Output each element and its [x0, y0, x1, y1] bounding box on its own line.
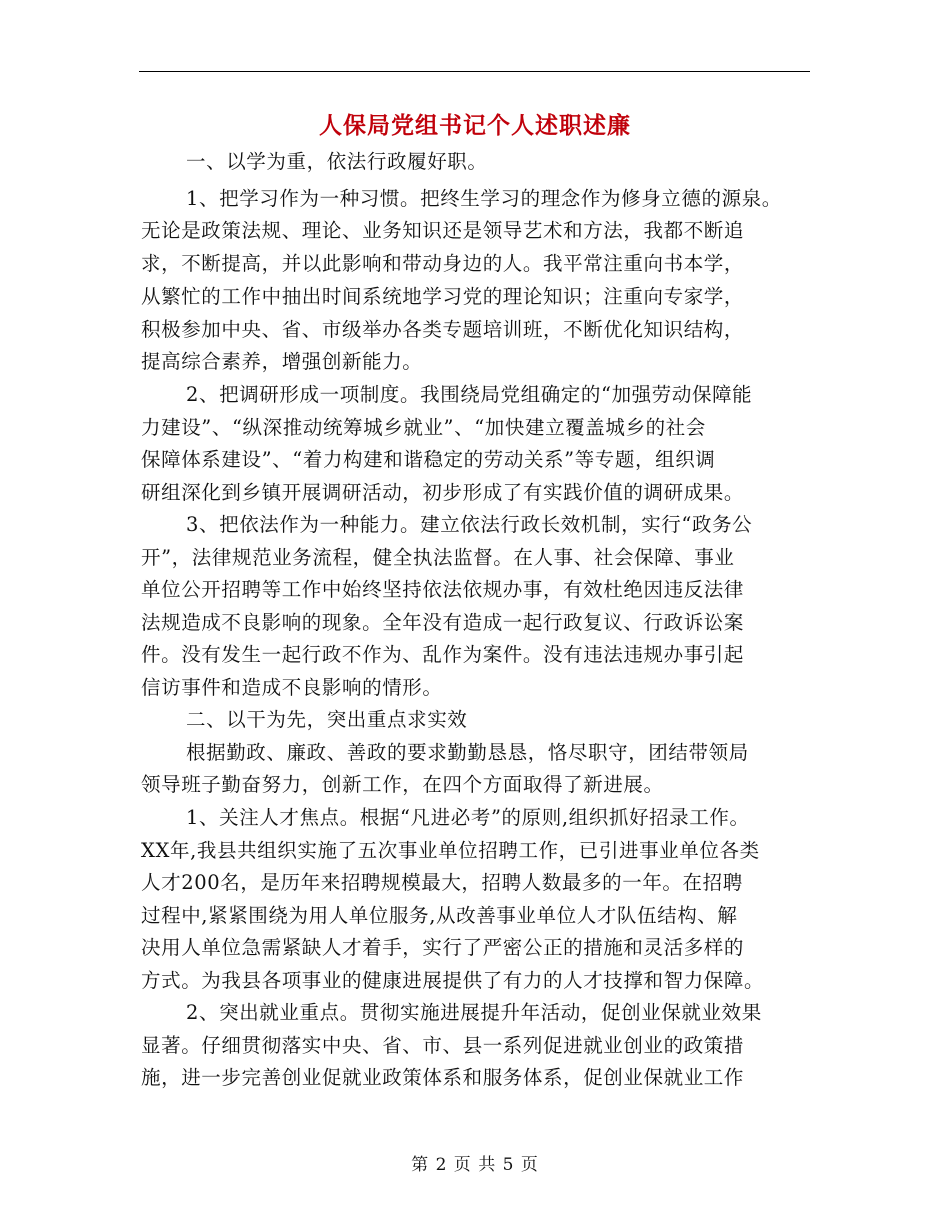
paragraph-line: XX年,我县共组织实施了五次事业单位招聘工作，已引进事业单位各类 — [141, 839, 760, 862]
paragraph-line: 法规造成不良影响的现象。全年没有造成一起行政复议、行政诉讼案 — [141, 611, 745, 634]
paragraph-line: 根据勤政、廉政、善政的要求勤勤恳恳，恪尽职守，团结带领局 — [186, 741, 749, 764]
paragraph-line: 积极参加中央、省、市级举办各类专题培训班，不断优化知识结构， — [141, 318, 745, 341]
paragraph-line: 领导班子勤奋努力，创新工作，在四个方面取得了新进展。 — [141, 773, 664, 796]
paragraph-line: 件。没有发生一起行政不作为、乱作为案件。没有违法违规办事引起 — [141, 643, 745, 666]
paragraph-line: 2、把调研形成一项制度。我围绕局党组确定的“加强劳动保障能 — [186, 383, 753, 406]
paragraph-line: 施，进一步完善创业促就业政策体系和服务体系，促创业保就业工作 — [141, 1066, 745, 1089]
section-heading-2: 二、以干为先，突出重点求实效 — [186, 708, 468, 731]
paragraph-line: 2、突出就业重点。贯彻实施进展提升年活动，促创业保就业效果 — [186, 1001, 762, 1024]
page-number: 第 2 页 共 5 页 — [411, 1155, 539, 1175]
paragraph-line: 力建设”、“纵深推动统筹城乡就业”、“加快建立覆盖城乡的社会 — [141, 416, 706, 439]
paragraph-line: 1、把学习作为一种习惯。把终生学习的理念作为修身立德的源泉。 — [186, 187, 782, 210]
paragraph-line: 过程中,紧紧围绕为用人单位服务,从改善事业单位人才队伍结构、解 — [141, 904, 738, 927]
paragraph-line: 人才200名，是历年来招聘规模最大，招聘人数最多的一年。在招聘 — [141, 871, 743, 894]
paragraph-line: 从繁忙的工作中抽出时间系统地学习党的理论知识；注重向专家学， — [141, 285, 745, 308]
paragraph-line: 决用人单位急需紧缺人才着手，实行了严密公正的措施和灵活多样的 — [141, 936, 745, 959]
paragraph-line: 3、把依法作为一种能力。建立依法行政长效机制，实行“政务公 — [186, 513, 753, 536]
paragraph-line: 无论是政策法规、理论、业务知识还是领导艺术和方法，我都不断追 — [141, 219, 745, 242]
header-rule — [139, 71, 810, 72]
document-title: 人保局党组书记个人述职述廉 — [319, 112, 631, 139]
paragraph-line: 方式。为我县各项事业的健康进展提供了有力的人才技撑和智力保障。 — [141, 969, 765, 992]
paragraph-line: 开”，法律规范业务流程，健全执法监督。在人事、社会保障、事业 — [141, 546, 735, 569]
paragraph-line: 信访事件和造成不良影响的情形。 — [141, 676, 443, 699]
paragraph-line: 保障体系建设”、“着力构建和谐稳定的劳动关系”等专题，组织调 — [141, 448, 716, 471]
paragraph-line: 研组深化到乡镇开展调研活动，初步形成了有实践价值的调研成果。 — [141, 481, 745, 504]
paragraph-line: 1、关注人才焦点。根据“凡进必考”的原则,组织抓好招录工作。 — [186, 806, 750, 829]
paragraph-line: 求，不断提高，并以此影响和带动身边的人。我平常注重向书本学， — [141, 252, 745, 275]
paragraph-line: 提高综合素养，增强创新能力。 — [141, 350, 423, 373]
section-heading-1: 一、以学为重，依法行政履好职。 — [186, 150, 488, 173]
paragraph-line: 单位公开招聘等工作中始终坚持依法依规办事，有效杜绝因违反法律 — [141, 578, 745, 601]
paragraph-line: 显著。仔细贯彻落实中央、省、市、县一系列促进就业创业的政策措 — [141, 1034, 745, 1057]
